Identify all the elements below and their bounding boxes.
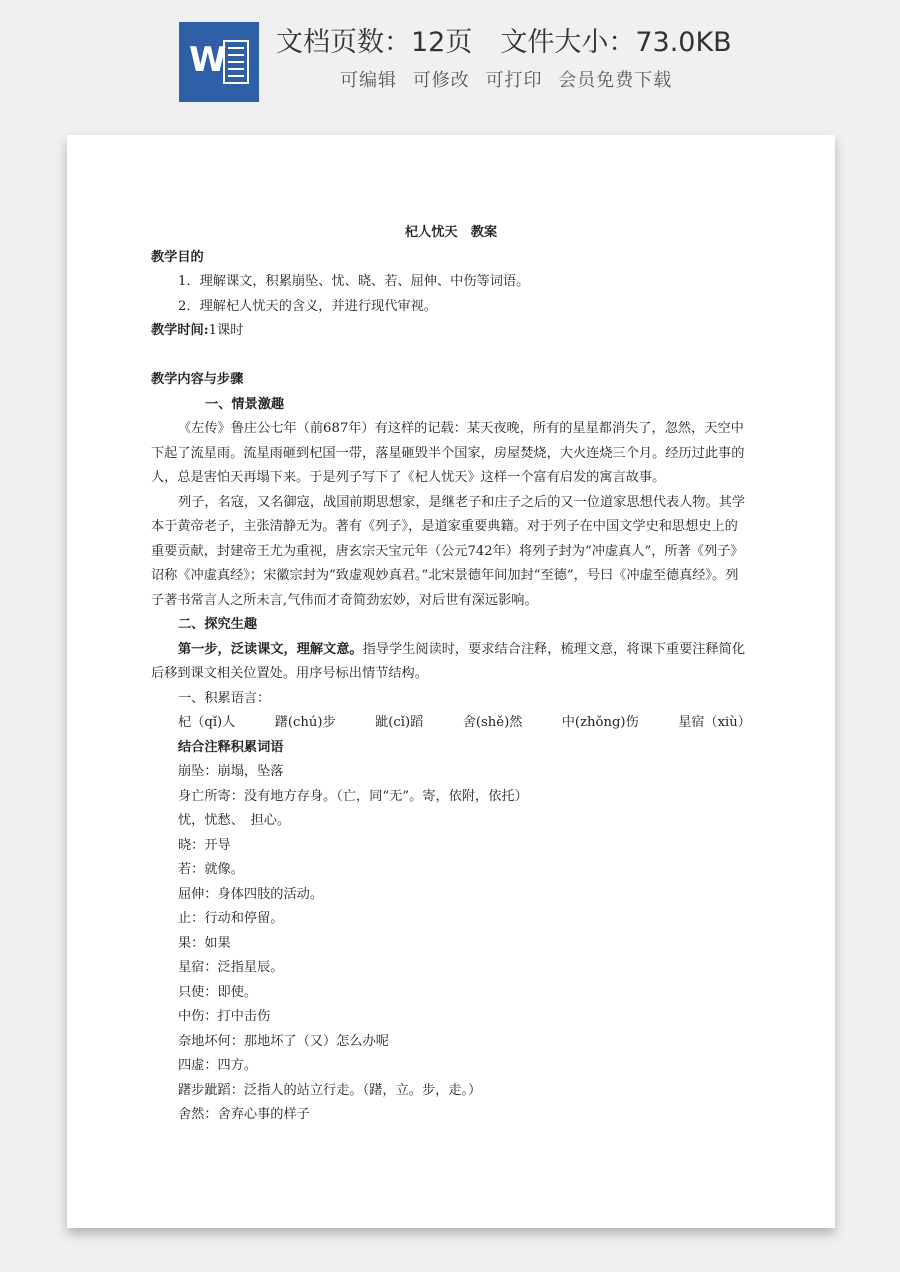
pinyin-row xyxy=(151,711,751,736)
aim-item: 1．理解课文，积累崩坠、忧、晓、若、屈伸、中伤等词语。 xyxy=(178,274,530,289)
permission-printable: 可打印 xyxy=(485,70,543,91)
document-page xyxy=(67,135,835,1228)
permission-list xyxy=(340,66,681,92)
word-icon-letter: W xyxy=(189,40,227,80)
paragraph: 列子，名寇，又名御寇，战国前期思想家，是继老子和庄子之后的又一位道家思想代表人物。其学本于黄帝老子，主张清静无为。著有《列子》，是道家重要典籍。对于列子在中国文学史和思想史上的重要贡献，封建帝王尤为重视，唐玄宗天宝元年（公元742年）将列子封为“冲虚真人”，所著《列子》诏称《冲虚真经》；宋徽宗封为“致虚观妙真君。”北宋景德年间加封“至德”，号曰《冲虚至德真经》。列子著书常言人之所未言,气伟而才奇简劲宏妙，对后世有深远影响。 xyxy=(151,494,746,608)
document-body xyxy=(151,221,751,1128)
word-document-icon xyxy=(179,22,259,102)
pinyin-item: 中(zhǒng)伤 xyxy=(561,715,639,730)
step-label: 第一步，泛读课文，理解文意。 xyxy=(178,641,363,657)
file-size: 文件大小：73.0KB xyxy=(500,27,732,58)
vocab-item: 屈伸：身体四肢的活动。 xyxy=(178,886,324,902)
aim-item: 2．理解杞人忧天的含义，并进行现代审视。 xyxy=(178,298,437,314)
vocab-item: 身亡所寄：没有地方存身。（亡，同“无”。寄，依附，依托） xyxy=(178,788,528,804)
permission-editable: 可编辑 xyxy=(340,70,397,91)
vocab-item: 止：行动和停留。 xyxy=(178,911,284,926)
aim-heading: 教学目的 xyxy=(151,249,204,265)
vocab-item: 果：如果 xyxy=(178,935,231,951)
content-heading: 教学内容与步骤 xyxy=(151,372,244,387)
page-count: 文档页数：12页 xyxy=(276,27,473,58)
pinyin-item: 躇(chú)步 xyxy=(274,715,336,730)
time-value: 1课时 xyxy=(208,323,244,338)
pinyin-item: 星宿（xiù） xyxy=(678,715,751,730)
file-meta xyxy=(276,20,732,59)
paragraph xyxy=(151,638,751,687)
subsection-heading: 一、积累语言： xyxy=(178,690,271,706)
section-heading: 二、探究生趣 xyxy=(178,617,258,632)
vocab-item: 忧，忧愁、 担心。 xyxy=(178,813,291,828)
paragraph: 《左传》鲁庄公七年（前687年）有这样的记载：某天夜晚，所有的星星都消失了，忽然，天空中下起了流星雨。流星雨砸到杞国一带，落星砸毁半个国家，房屋焚烧，大火连烧三个月。经历过此事的人，总是害怕天再塌下来。于是列子写下了《杞人忧天》这样一个富有启发的寓言故事。 xyxy=(151,421,745,485)
permission-free-download: 会员免费下载 xyxy=(558,70,673,91)
section-heading: 一、情景激趣 xyxy=(205,396,285,412)
pinyin-item: 跐(cǐ)蹈 xyxy=(375,715,424,730)
vocab-item: 中伤：打中击伤 xyxy=(178,1009,271,1024)
vocab-item: 若：就像。 xyxy=(178,862,244,877)
vocab-item: 躇步跐蹈：泛指人的站立行走。（躇，立。步，走。） xyxy=(178,1082,482,1098)
time-label: 教学时间: xyxy=(151,323,209,338)
vocab-item: 星宿：泛指星辰。 xyxy=(178,960,284,975)
download-header xyxy=(0,0,900,120)
vocab-item: 崩坠：崩塌，坠落 xyxy=(178,764,284,779)
vocab-heading: 结合注释积累词语 xyxy=(178,739,284,755)
document-lines-icon xyxy=(223,40,249,84)
vocab-item: 四虚：四方。 xyxy=(178,1058,258,1073)
vocab-item: 晓：开导 xyxy=(178,837,231,853)
step-text: 指导学生阅读时，要求结合注释，梳理文意，将课下重要注释简化后移到课文相关位置处。用序号标出情节结构。 xyxy=(151,641,746,681)
vocab-item: 只使：即使。 xyxy=(178,984,258,1000)
pinyin-item: 杞（qǐ)人 xyxy=(178,715,236,730)
teaching-time xyxy=(151,319,751,344)
document-title: 杞人忧天 教案 xyxy=(404,225,498,240)
vocab-item: 舍然：舍弃心事的样子 xyxy=(178,1107,310,1122)
pinyin-item: 舍(shě)然 xyxy=(462,715,523,730)
vocab-item: 奈地坏何：那地坏了（又）怎么办呢 xyxy=(178,1033,389,1049)
permission-modifiable: 可修改 xyxy=(412,70,470,91)
